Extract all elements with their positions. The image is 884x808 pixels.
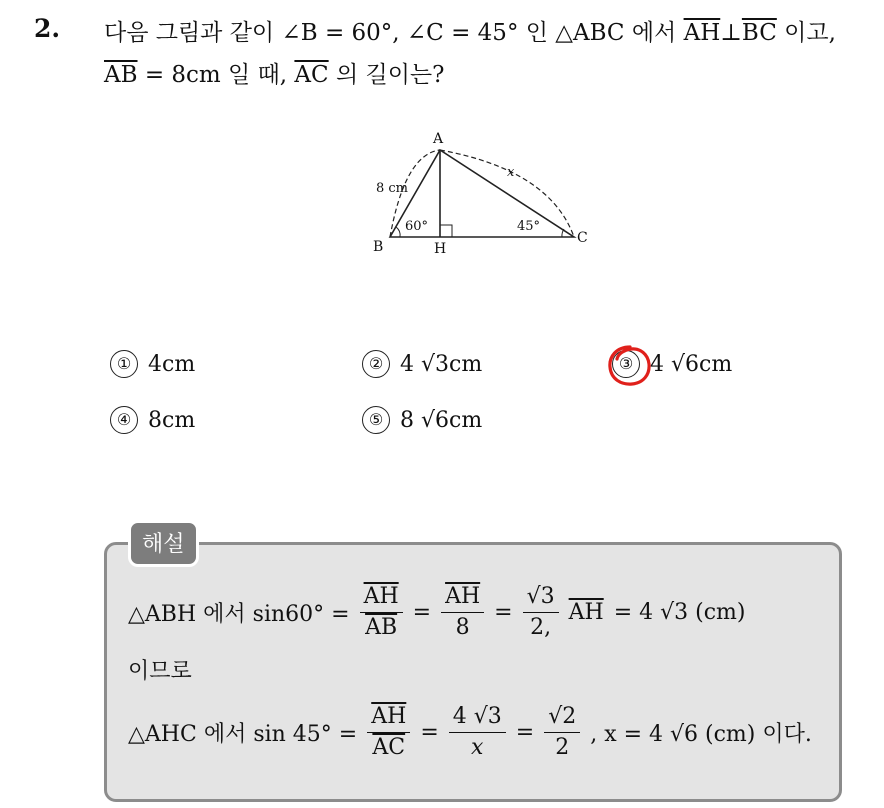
solution-text: 이므로 bbox=[128, 659, 192, 684]
solution-line-3 bbox=[128, 702, 812, 763]
perpendicular-symbol: ⊥ bbox=[720, 20, 742, 46]
choice-text: 4 √6cm bbox=[650, 352, 733, 377]
solution-box bbox=[104, 542, 842, 802]
equals: = bbox=[412, 600, 432, 625]
solution-line-1 bbox=[128, 582, 745, 643]
numerator: √2 bbox=[544, 702, 580, 733]
segment-bc: $\overline{BC}$ bbox=[741, 20, 777, 46]
label-b: B bbox=[373, 239, 384, 255]
question-text: = 8cm 일 때, bbox=[144, 62, 288, 88]
choice-text: 4cm bbox=[148, 352, 196, 377]
segment-ab: $\overline{AB}$ bbox=[104, 62, 138, 88]
choice-1[interactable] bbox=[110, 350, 195, 378]
label-angle-b: 60° bbox=[405, 219, 429, 234]
segment-ac: $\overline{AC}$ bbox=[294, 62, 329, 88]
numerator: $\overline{AH}$ bbox=[441, 582, 484, 613]
solution-text: = 4 √3 (cm) bbox=[613, 600, 746, 625]
choice-text: 8 √6cm bbox=[400, 408, 483, 433]
fraction-ah-8 bbox=[441, 582, 484, 643]
label-c: C bbox=[577, 230, 588, 246]
equals: = bbox=[420, 720, 439, 745]
triangle-figure bbox=[360, 120, 600, 265]
choice-number: ① bbox=[110, 350, 138, 378]
question-text-end: 의 길이는? bbox=[335, 62, 445, 88]
denominator: 2 bbox=[555, 735, 570, 760]
choice-5[interactable] bbox=[362, 406, 482, 434]
solution-line-2 bbox=[128, 654, 192, 685]
denominator: 2, bbox=[530, 615, 552, 640]
choice-number: ④ bbox=[110, 406, 138, 434]
denominator: x bbox=[471, 735, 484, 760]
right-angle-mark bbox=[440, 225, 452, 237]
choice-number: ③ bbox=[612, 350, 640, 378]
question-number: 2. bbox=[34, 14, 61, 43]
choice-4[interactable] bbox=[110, 406, 195, 434]
choice-number: ② bbox=[362, 350, 390, 378]
solution-text: △AHC 에서 sin 45° = bbox=[128, 722, 358, 747]
choice-text: 4 √3cm bbox=[400, 352, 483, 377]
segment-ah: $\overline{AH}$ bbox=[683, 20, 721, 46]
label-h: H bbox=[434, 241, 447, 257]
fraction-ah-ac bbox=[367, 702, 410, 763]
equals: = bbox=[515, 720, 535, 745]
question-line-2 bbox=[104, 56, 444, 89]
denominator: AB bbox=[365, 615, 398, 640]
fraction-root2-2 bbox=[544, 702, 580, 763]
equals: = bbox=[494, 600, 513, 625]
segment-ah: $\overline{AH}$ bbox=[568, 600, 604, 625]
fraction-ah-ab bbox=[360, 582, 403, 643]
choice-number: ⑤ bbox=[362, 406, 390, 434]
solution-tag: 해설 bbox=[128, 520, 199, 567]
numerator: $\overline{AH}$ bbox=[367, 702, 410, 733]
question-text-end: 이고, bbox=[784, 20, 836, 46]
choice-2[interactable] bbox=[362, 350, 482, 378]
numerator: √3 bbox=[523, 582, 559, 613]
numerator: $\overline{AH}$ bbox=[360, 582, 403, 613]
choice-text: 8cm bbox=[148, 408, 196, 433]
denominator: 8 bbox=[455, 615, 470, 640]
label-angle-c: 45° bbox=[517, 219, 541, 234]
answer-mark-circle bbox=[606, 342, 656, 390]
label-a: A bbox=[433, 131, 444, 147]
fraction-root3-2 bbox=[523, 582, 559, 643]
question-text: 다음 그림과 같이 ∠B = 60°, ∠C = 45° 인 △ABC 에서 bbox=[104, 20, 677, 46]
question-line-1 bbox=[104, 14, 836, 47]
numerator: 4 √3 bbox=[449, 702, 506, 733]
angle-b-arc bbox=[396, 227, 400, 237]
fraction-4root3-x bbox=[449, 702, 506, 763]
denominator: AC bbox=[372, 735, 406, 760]
solution-text: △ABH 에서 sin60° = bbox=[128, 602, 350, 627]
label-side-ac: x bbox=[507, 165, 515, 180]
label-side-ab: 8 cm bbox=[376, 181, 409, 196]
solution-text: , x = 4 √6 (cm) 이다. bbox=[590, 722, 812, 747]
